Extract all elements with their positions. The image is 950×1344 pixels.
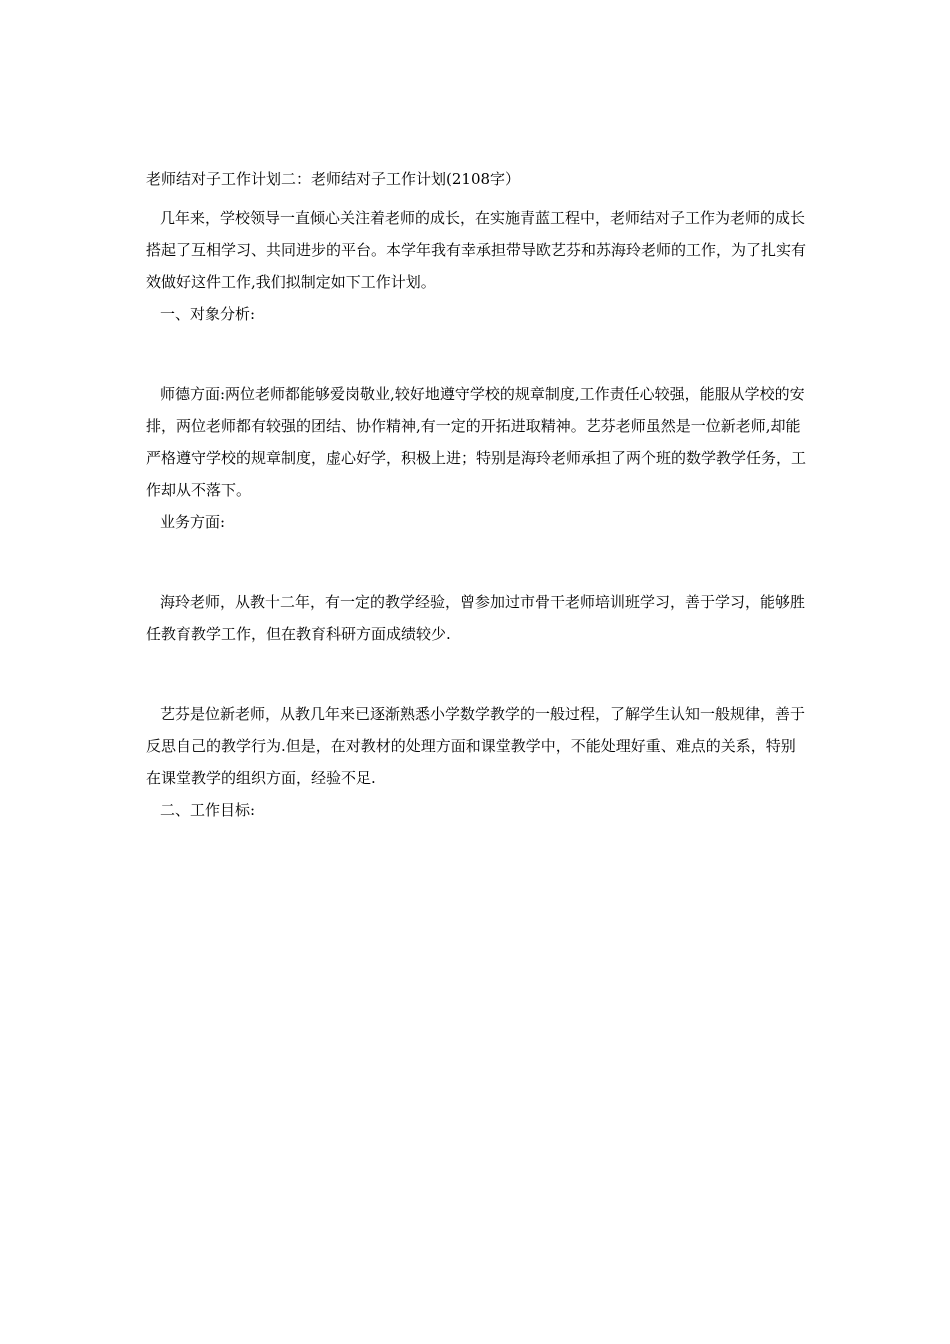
document-title: 老师结对子工作计划二：老师结对子工作计划(2108字） <box>146 170 521 188</box>
document-body <box>146 168 808 826</box>
section-heading-work-goals: 二、工作目标: <box>160 801 256 819</box>
ethics-paragraph: 师德方面:两位老师都能够爱岗敬业,较好地遵守学校的规章制度,工作责任心较强，能服从学校的安排，两位老师都有较强的团结、协作精神,有一定的开拓进取精神。艺芬老师虽然是一位新老师,却能严格遵守学校的规章制度，虚心好学，积极上进；特别是海玲老师承担了两个班的数学教学任务，工作却从不落下。 <box>146 385 807 499</box>
section-heading-object-analysis: 一、对象分析: <box>160 305 256 323</box>
hailing-paragraph: 海玲老师，从教十二年，有一定的教学经验，曾参加过市骨干老师培训班学习，善于学习，能够胜任教育教学工作，但在教育科研方面成绩较少. <box>146 593 806 643</box>
intro-paragraph: 几年来，学校领导一直倾心关注着老师的成长，在实施青蓝工程中，老师结对子工作为老师的成长搭起了互相学习、共同进步的平台。本学年我有幸承担带导欧艺芬和苏海玲老师的工作，为了扎实有效做好这件工作,我们拟制定如下工作计划。 <box>146 209 807 291</box>
yifen-paragraph: 艺芬是位新老师，从教几年来已逐渐熟悉小学数学教学的一般过程，了解学生认知一般规律，善于反思自己的教学行为.但是，在对教材的处理方面和课堂教学中，不能处理好重、难点的关系，特别在课堂教学的组织方面，经验不足. <box>146 705 806 787</box>
subheading-business: 业务方面: <box>160 513 226 531</box>
